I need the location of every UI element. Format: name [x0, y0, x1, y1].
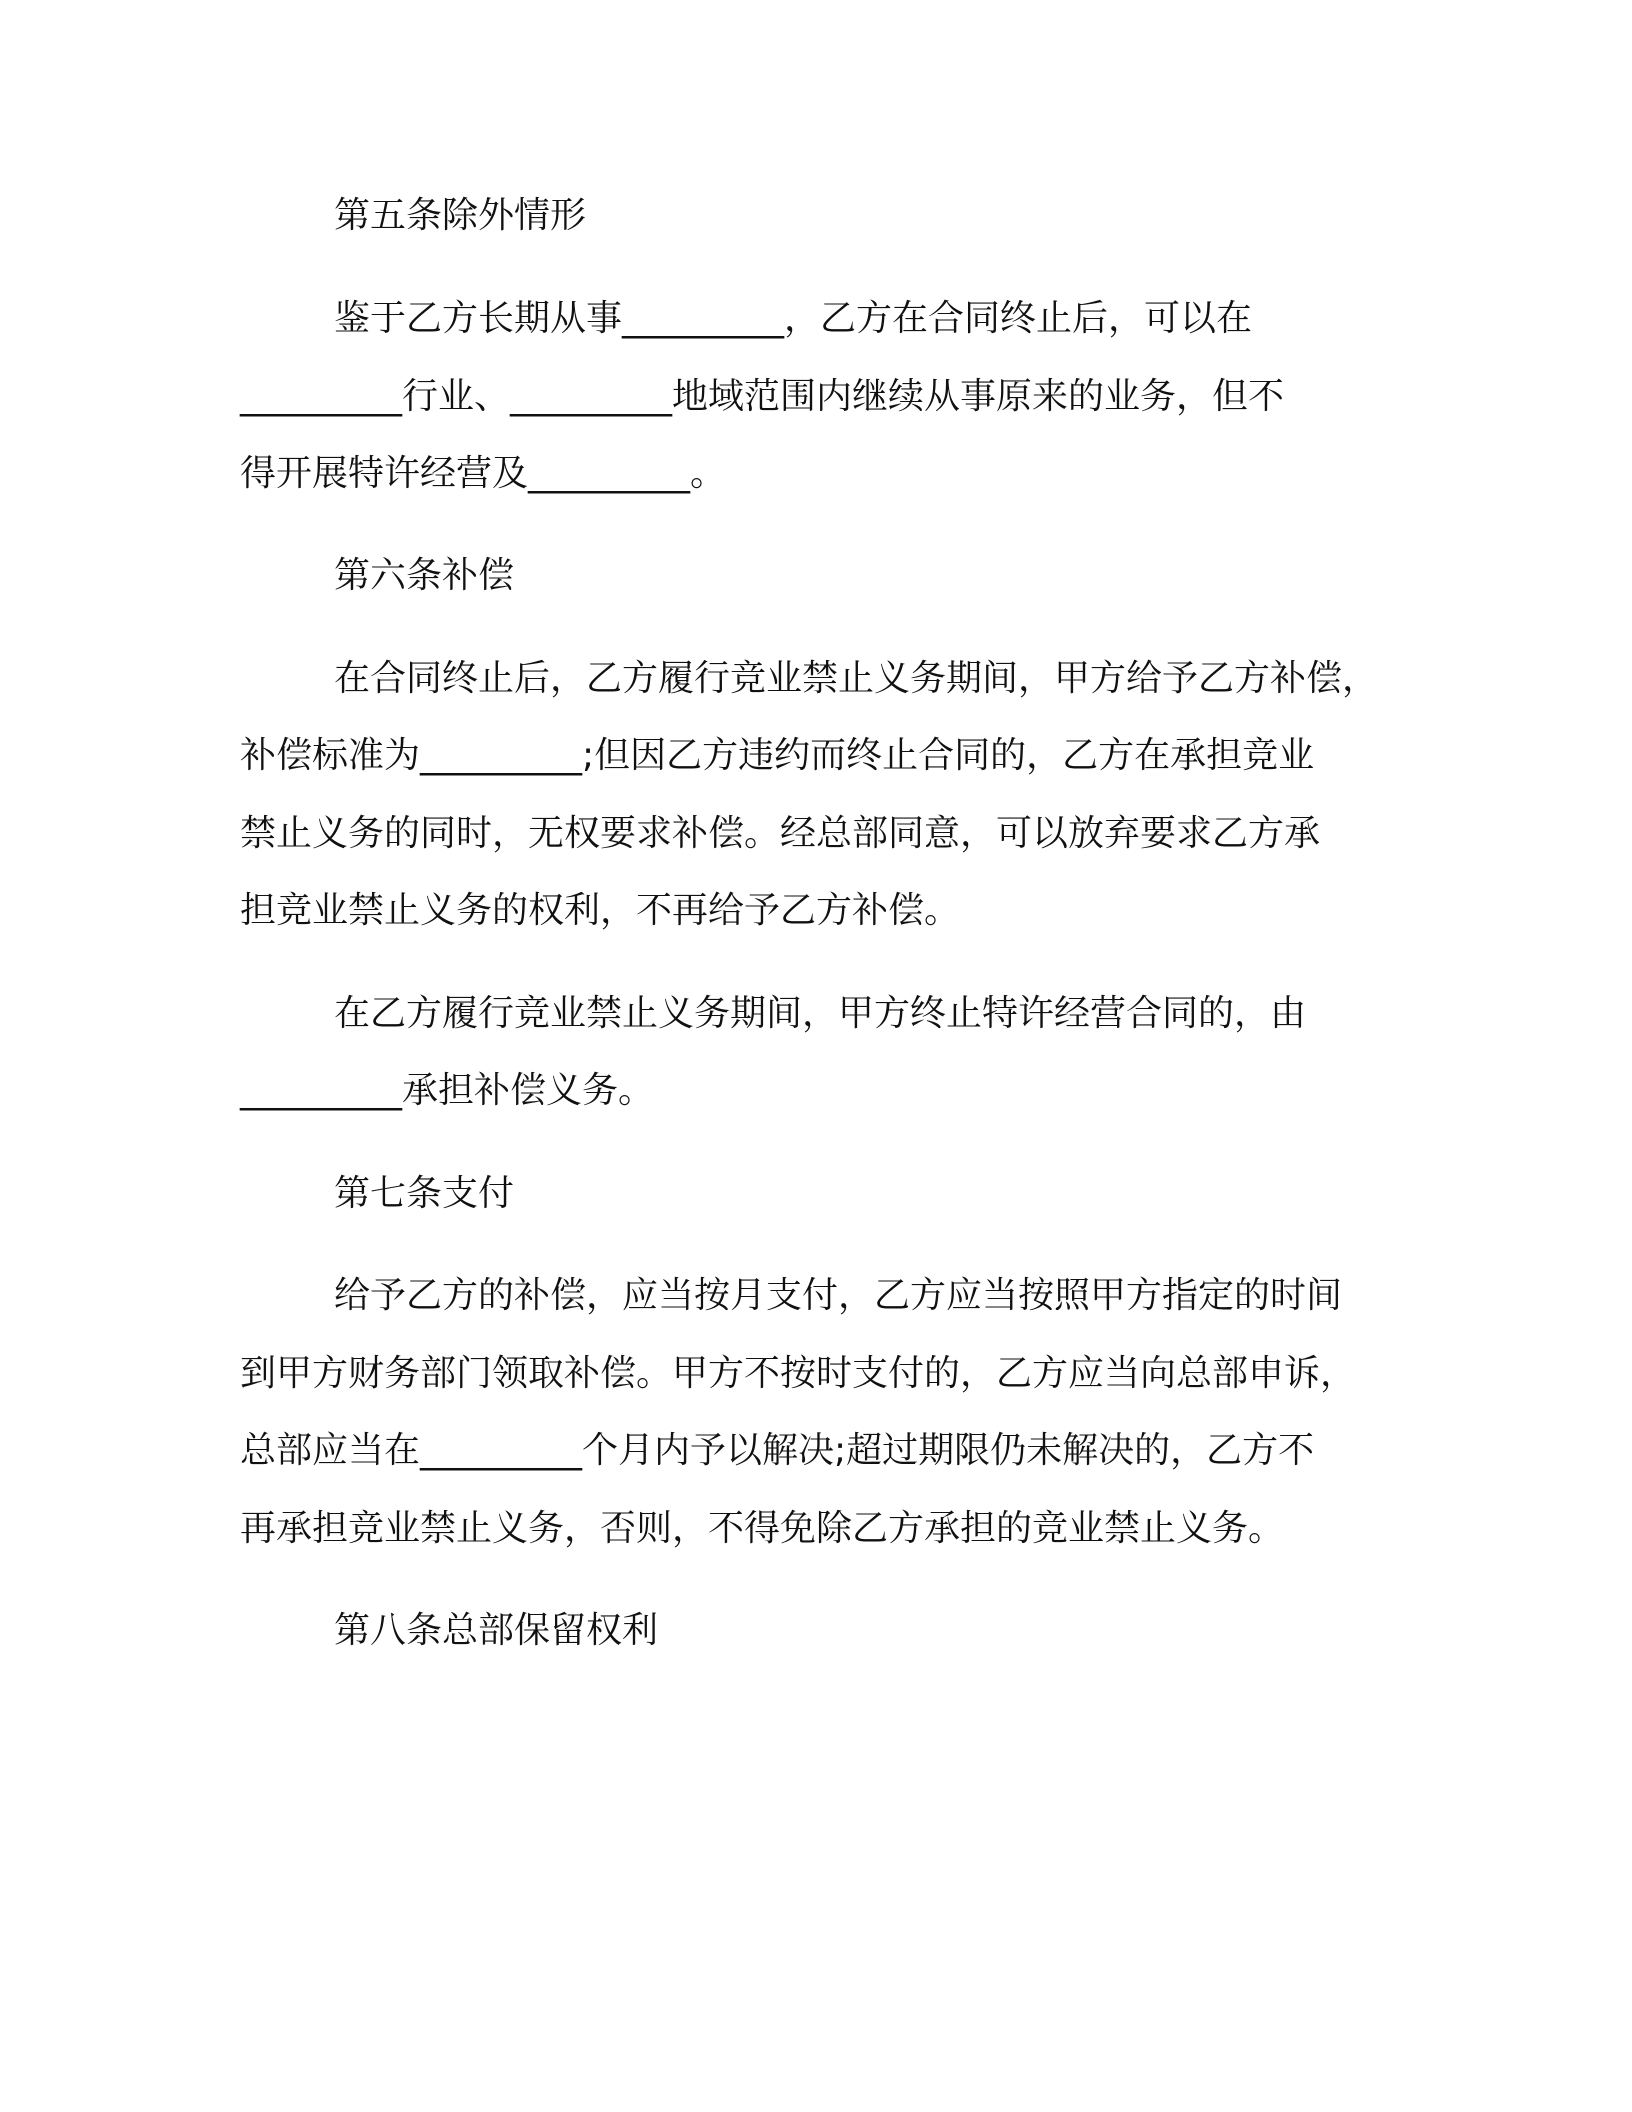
article-5-paragraph-line-1: 鉴于乙方长期从事_________，乙方在合同终止后，可以在	[334, 298, 1253, 339]
article-5-heading: 第五条除外情形	[334, 195, 587, 236]
article-5-paragraph-line-2: _________行业、_________地域范围内继续从事原来的业务，但不	[240, 376, 1285, 417]
article-7-paragraph-line-1: 给予乙方的补偿，应当按月支付，乙方应当按照甲方指定的时间	[334, 1275, 1343, 1316]
article-6-paragraph-1-line-2: 补偿标准为_________;但因乙方违约而终止合同的，乙方在承担竞业	[240, 735, 1315, 776]
article-7-paragraph-line-4: 再承担竞业禁止义务，否则，不得免除乙方承担的竞业禁止义务。	[240, 1508, 1285, 1549]
article-6-paragraph-1-line-4: 担竞业禁止义务的权利，不再给予乙方补偿。	[240, 890, 961, 931]
article-5-paragraph-line-3: 得开展特许经营及_________。	[240, 453, 727, 494]
article-6-paragraph-1-line-3: 禁止义务的同时，无权要求补偿。经总部同意，可以放弃要求乙方承	[240, 813, 1321, 854]
article-7-heading: 第七条支付	[334, 1173, 515, 1214]
article-7-paragraph-line-3: 总部应当在_________个月内予以解决;超过期限仍未解决的，乙方不	[240, 1430, 1315, 1471]
article-7-paragraph-line-2: 到甲方财务部门领取补偿。甲方不按时支付的，乙方应当向总部申诉，	[240, 1353, 1357, 1394]
article-8-heading: 第八条总部保留权利	[334, 1610, 659, 1651]
article-6-heading: 第六条补偿	[334, 555, 515, 596]
article-6-paragraph-2-line-2: _________承担补偿义务。	[240, 1070, 655, 1111]
article-6-paragraph-1-line-1: 在合同终止后，乙方履行竞业禁止义务期间，甲方给予乙方补偿，	[334, 658, 1379, 699]
article-6-paragraph-2-line-1: 在乙方履行竞业禁止义务期间，甲方终止特许经营合同的，由	[334, 993, 1307, 1034]
